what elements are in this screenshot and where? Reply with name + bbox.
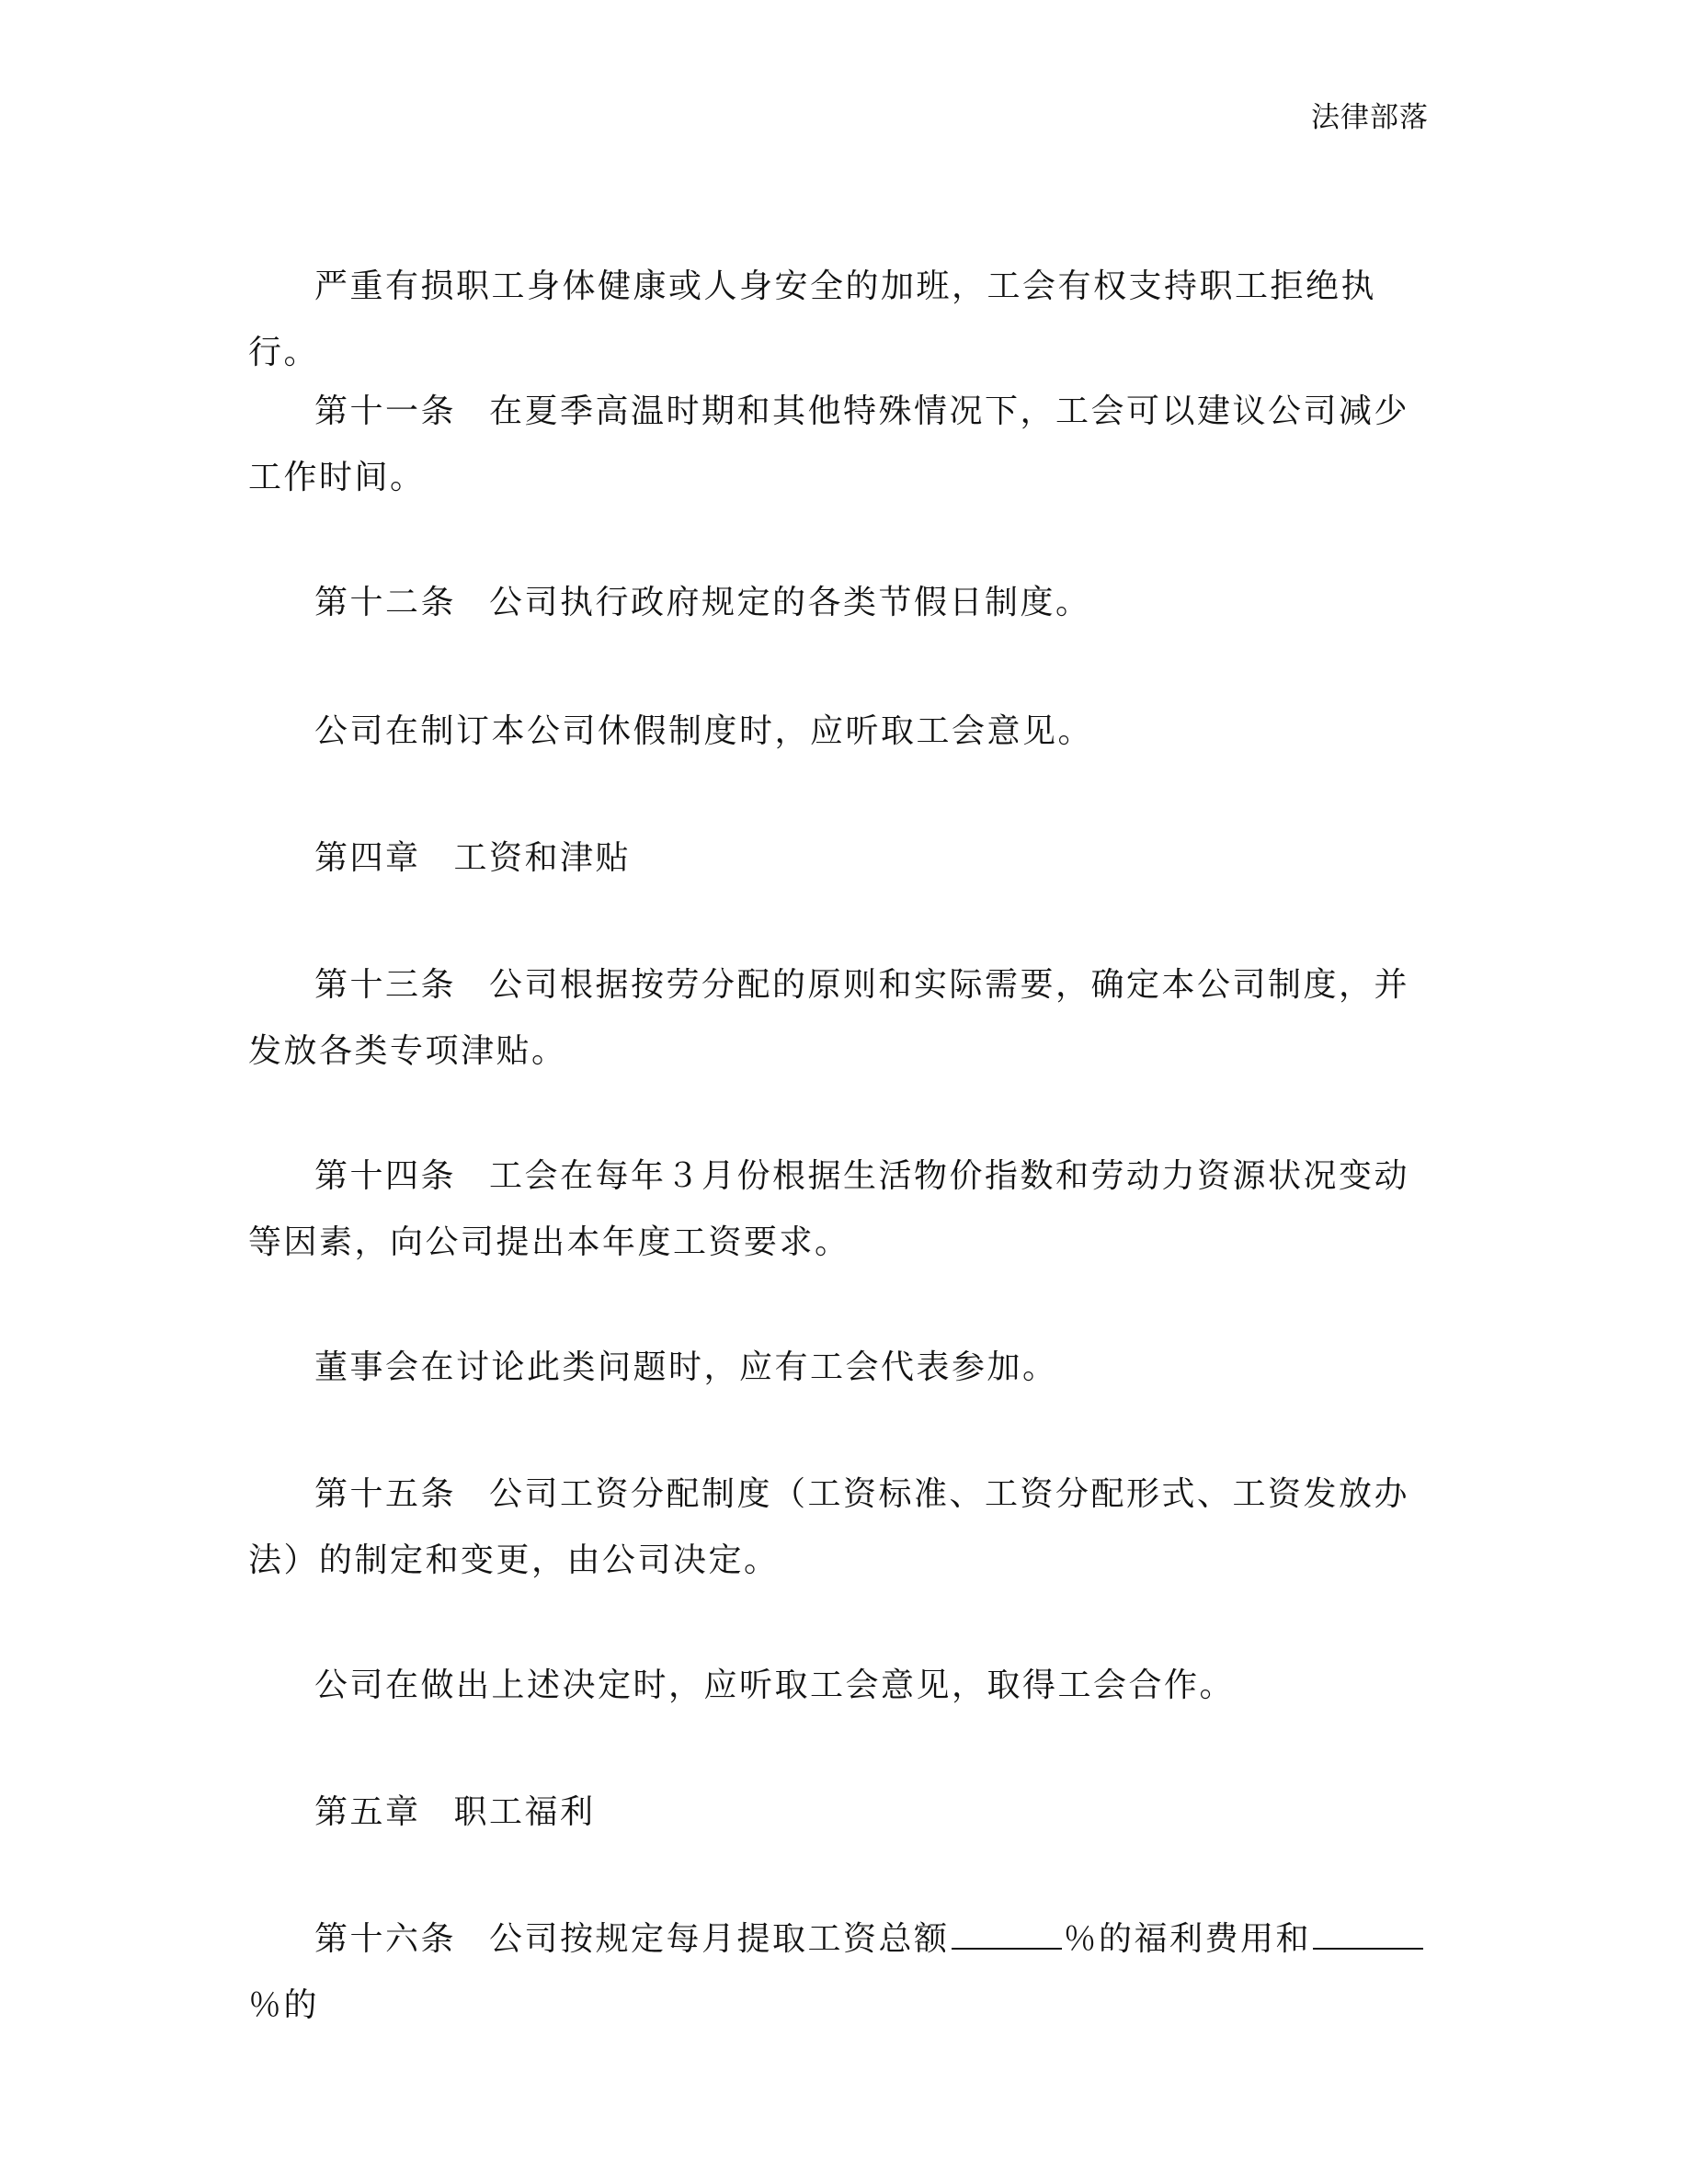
article-title: 第十二条 xyxy=(314,584,457,621)
paragraph-text: 工会在每年３月份根据生活物价指数和劳动力资源状况变动等因素，向公司提出本年度工资要求。 xyxy=(248,1157,1410,1261)
paragraph-text: 严重有损职工身体健康或人身安全的加班，工会有权支持职工拒绝执行。 xyxy=(248,267,1377,371)
fill-in-blank xyxy=(1313,1920,1423,1950)
article-title: 第十一条 xyxy=(314,392,457,430)
paragraph-text: 公司执行政府规定的各类节假日制度。 xyxy=(489,584,1091,621)
paragraph-text: 董事会在讨论此类问题时，应有工会代表参加。 xyxy=(314,1348,1058,1386)
article-paragraph xyxy=(248,570,1440,636)
paragraph-text: 公司工资分配制度（工资标准、工资分配形式、工资发放办法）的制定和变更，由公司决定。 xyxy=(248,1475,1410,1579)
article-title: 第十四条 xyxy=(314,1157,457,1195)
paragraph xyxy=(248,1653,1440,1719)
paragraph-text: 公司根据按劳分配的原则和实际需要，确定本公司制度，并发放各类专项津贴。 xyxy=(248,966,1410,1070)
paragraph-text: 公司按规定每月提取工资总额 xyxy=(489,1920,950,1958)
chapter-heading xyxy=(248,825,1440,892)
article-title: 第十三条 xyxy=(314,966,457,1004)
chapter-title: 第五章 xyxy=(314,1793,421,1831)
paragraph xyxy=(248,254,1440,386)
article-paragraph xyxy=(248,1462,1440,1594)
paragraph-text: 公司在做出上述决定时，应听取工会意见，取得工会合作。 xyxy=(314,1666,1236,1704)
paragraph-text: 在夏季高温时期和其他特殊情况下，工会可以建议公司减少工作时间。 xyxy=(248,392,1410,496)
chapter-name: 工资和津贴 xyxy=(453,839,632,877)
article-paragraph xyxy=(248,379,1440,511)
article-paragraph xyxy=(248,1143,1440,1276)
article-title: 第十五条 xyxy=(314,1475,457,1513)
chapter-heading xyxy=(248,1780,1440,1846)
chapter-name: 职工福利 xyxy=(453,1793,596,1831)
chapter-title: 第四章 xyxy=(314,839,421,877)
article-paragraph xyxy=(248,1906,1440,2039)
paragraph xyxy=(248,699,1440,765)
paragraph-text: ％的福利费用和 xyxy=(1063,1920,1312,1958)
paragraph-text: 公司在制订本公司休假制度时，应听取工会意见。 xyxy=(314,712,1094,750)
page-header: 法律部落 xyxy=(1311,101,1429,134)
paragraph-text: ％的 xyxy=(248,1986,320,2024)
paragraph xyxy=(248,1335,1440,1401)
fill-in-blank xyxy=(952,1920,1062,1950)
article-paragraph xyxy=(248,952,1440,1085)
article-title: 第十六条 xyxy=(314,1920,457,1958)
